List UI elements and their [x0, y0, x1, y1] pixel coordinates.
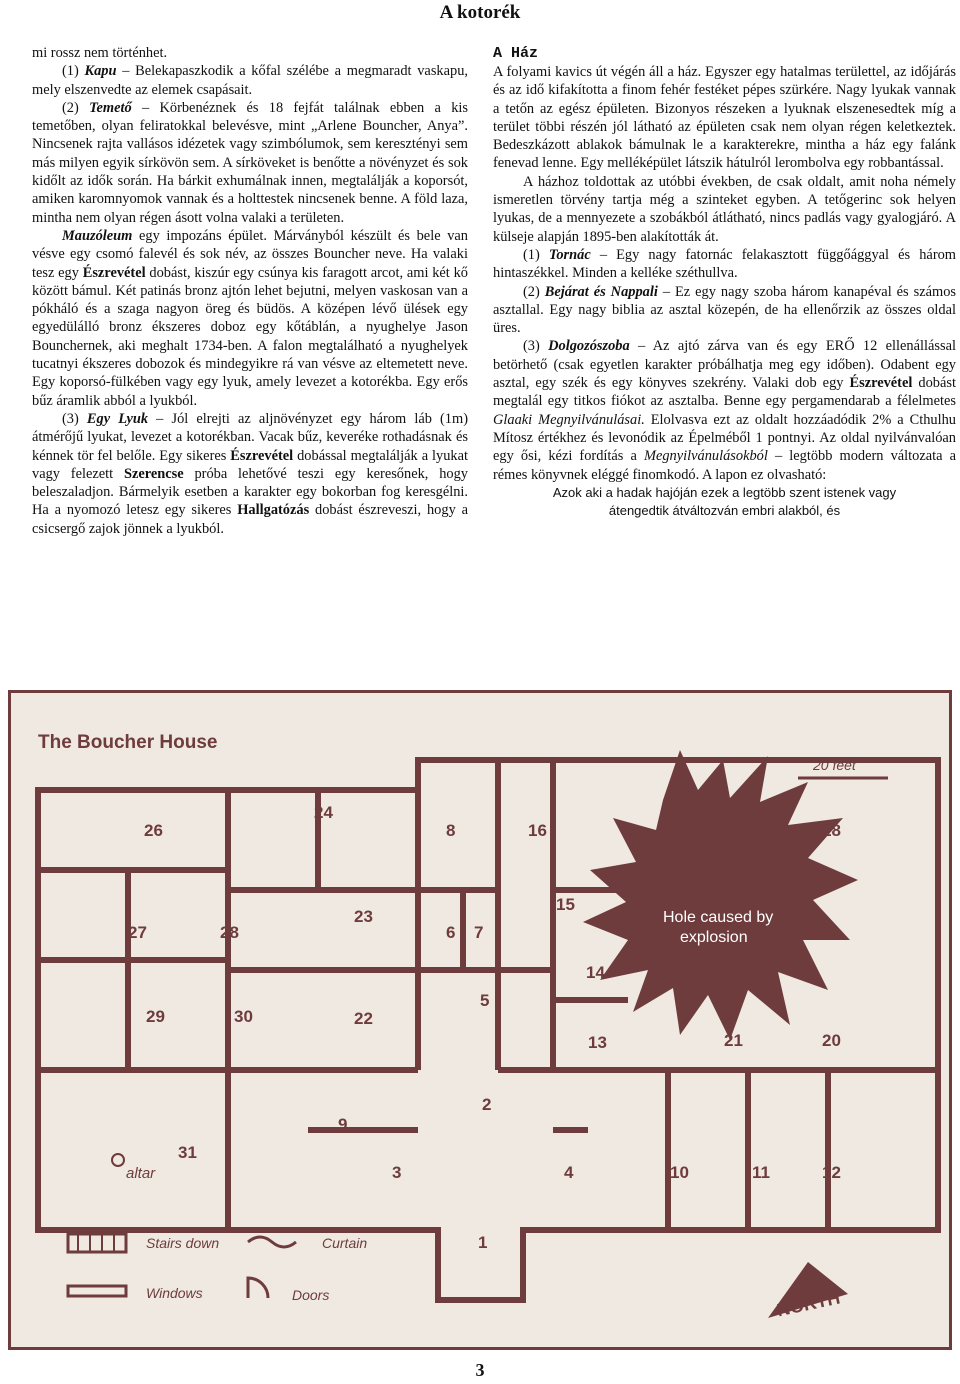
room-12: 12 — [822, 1163, 841, 1182]
legend-curtain-label: Curtain — [322, 1235, 368, 1251]
kapu-number: (1) — [62, 63, 79, 80]
room-5: 5 — [480, 991, 490, 1010]
tornac-title: Tornác — [548, 246, 591, 263]
bejarat-title: Bejárat és Nappali — [544, 283, 658, 300]
room-15: 15 — [556, 895, 575, 914]
room-30: 30 — [234, 1007, 253, 1026]
floor-plan-map — [8, 690, 952, 1350]
altar-label: altar — [126, 1165, 156, 1182]
room-6: 6 — [446, 923, 456, 942]
room-29: 29 — [146, 1007, 165, 1026]
room-11: 11 — [752, 1163, 770, 1182]
paragraph-haz-2: A házhoz toldottak az utóbbi években, de csak oldalt, amit noha némely ismeretlen törvény tartja még a szinteket egyben. A tetőgerinc sok helyen lyukas, de a mennyezete a szobákból átlátható, nincs padlás vagy gyalogjáró. A külseje alapján 1895-ben alakították át. — [493, 173, 956, 245]
lyuk-bold-1: Észrevétel — [230, 447, 294, 464]
room-2: 2 — [482, 1095, 492, 1114]
room-17: 17 — [714, 810, 733, 829]
lyuk-title: Egy Lyuk — [86, 410, 149, 427]
hole-label-2: explosion — [680, 929, 748, 946]
dolgozoszoba-text-1: – Az ajtó zárva van és egy ERŐ 12 ellenállással betörhető (csak egyetlen karakter próbálhatja meg egy időben). Odabent egy asztal, egy szék és egy könyves szekrény. Valaki dob egy — [493, 338, 956, 392]
lyuk-text-4: dobást észreveszi, hogy a csicsergő zajok jönnek a lyukból. — [32, 502, 468, 537]
room-23: 23 — [354, 907, 373, 926]
room-18: 18 — [822, 821, 841, 840]
mauzoleum-bold-1: Észrevétel — [82, 264, 146, 281]
page-number: 3 — [475, 1360, 485, 1380]
mauzoleum-text-1: egy impozáns épület. Márványból készült és bele van vésve egy csomó falevél és sok név, az összes Bouncher neve. Ha valaki tesz egy — [32, 227, 468, 281]
temeto-text: – Körbenéznek és 18 fejfát találnak ebben a kis temetőben, olyan feliratokkal belevésve, mint „Arlene Bouncher, Anya”. Nincsenek rajta vallásos idézetek vagy szimbólumok, sem keresztényi sem más milyen egyik sírkövön sem. A sírköveket is benőtte a növényzet és sok kidőlt az idők során. Ha bárkit exhumálnak innen, megtalálják a koporsót, amiken karomnyomok vannak és a holttestek nincsenek benne. A föld laza, mintha nem olyan régen ásott volna valaki a területen. — [32, 99, 468, 226]
quoted-passage: Azok aki a hadak hajóján ezek a legtöbb szent istenek vagy átengedtik átváltozván embri alakból, és — [552, 484, 897, 518]
room-20: 20 — [822, 1031, 841, 1050]
dolgozoszoba-italic-2: Megnyilvánulásokból — [643, 448, 768, 465]
paragraph-temeto — [32, 99, 468, 227]
dolgozoszoba-title: Dolgozószoba — [548, 338, 630, 355]
bejarat-number: (2) — [523, 283, 540, 300]
lyuk-text-3: próba lehetővé teszi egy keresőnek, hogy beleszaladjon. Bármelyik esetben a karakter egy bokorban fog keresgélni. Ha a nyomozó letesz egy sikeres — [32, 465, 468, 519]
tornac-number: (1) — [523, 246, 540, 263]
lyuk-bold-2: Szerencse — [123, 465, 184, 482]
room-21: 21 — [724, 1031, 743, 1050]
room-26: 26 — [144, 821, 163, 840]
room-16: 16 — [528, 821, 547, 840]
room-22: 22 — [354, 1009, 373, 1028]
paragraph-tornac — [493, 246, 956, 283]
dolgozoszoba-italic-1: Glaaki Megnyilvánulásai. — [493, 411, 645, 428]
legend-windows-label: Windows — [146, 1285, 203, 1301]
kapu-title: Kapu — [84, 63, 117, 80]
north-label: NORTH — [775, 1287, 842, 1321]
room-8: 8 — [446, 821, 456, 840]
paragraph-continuation: mi rossz nem történhet. — [32, 45, 168, 61]
paragraph-lyuk — [32, 410, 468, 538]
room-27: 27 — [128, 923, 147, 942]
map-title: The Boucher House — [38, 732, 218, 753]
lyuk-text-2: dobással megtalálják a lyukat vagy felezett — [32, 447, 468, 482]
lyuk-bold-3: Hallgatózás — [237, 502, 310, 519]
map-scale-label: 20 feet — [813, 757, 856, 773]
room-3: 3 — [392, 1163, 402, 1182]
section-heading-haz: A Ház — [493, 45, 539, 62]
room-31: 31 — [178, 1143, 197, 1162]
room-9: 9 — [338, 1115, 348, 1134]
dolgozoszoba-text-4: – legtöbb modern változata a rémes könyvnek eléggé finomkodó. A lapon ez olvasható: — [493, 448, 956, 483]
paragraph-haz-1: A folyami kavics út végén áll a ház. Egyszer egy hatalmas területtel, az időjárás és az idő kifakította a finom fehér festéket pépes szürkére. Nagy lyukak vannak a tetőn az egész épületen. Bizonyos részeken a lyuknak elszenesedtek míg a terület többi részén jól látható az épületen csak nem olyan régen keletkeztek. Bedeszkázott ablakok bámulnak le a karakterekre, mintha a ház egy falánk fenevad lenne. Egy melléképület látszik hátulról lerombolva egy robbantással. — [493, 64, 956, 172]
mauzoleum-title: Mauzóleum — [62, 227, 133, 244]
mauzoleum-text-2: dobást, kiszúr egy csúnya kis faragott arcot, ami két kő között bámul. Két patinás bronz ajtón lehet bejutni, melyen vaskosan van a pókháló és a szaga nagyon öreg és büdös. A középen lévő ülések egy egyedülálló bronz ékszeres doboz egy kőtáblán, a nyughelye Jason Bounchernek, aki meghalt 1734-ben. A falon megtalálható a nyughelyek tucatnyi ékszeres dobozok és mindegyikre rá van vésve az eltemetett neve. Egy koporsó-fülkében vagy egy lyuk, amely levezet a kotorékba. Egy erős bűz áramlik abból a lyukból. — [32, 264, 468, 409]
paragraph-mauzoleum — [32, 227, 468, 410]
legend-doors-label: Doors — [292, 1287, 330, 1303]
room-24: 24 — [314, 803, 333, 822]
lyuk-text-1: – Jól elrejti az aljnövényzet egy három láb (1m) átmérőjű lyukat, levezet a kotorékban. Vacak bűz, keveréke rothadásnak és kénnek tör fel belőle. Egy sikeres — [32, 410, 468, 464]
right-column — [493, 44, 956, 520]
dolgozoszoba-text-2: dobást megtalál egy titkos fiókot az asztalba. Benne egy pergamendarab a félelmetes — [493, 375, 956, 410]
left-column — [32, 44, 468, 538]
legend-stairs-label: Stairs down — [146, 1235, 220, 1251]
bejarat-text: – Ez egy nagy szoba három kanapéval és számos asztallal. Egy nagy biblia az asztal közepén, de ha ellenőrzik az összes oldal üres. — [493, 283, 956, 337]
room-4: 4 — [564, 1163, 574, 1182]
temeto-title: Temető — [89, 99, 132, 116]
room-1: 1 — [478, 1233, 488, 1252]
lyuk-number: (3) — [62, 410, 79, 427]
room-10: 10 — [670, 1163, 689, 1182]
dolgozoszoba-bold-1: Észrevétel — [849, 375, 913, 392]
dolgozoszoba-number: (3) — [523, 338, 540, 355]
room-14: 14 — [586, 963, 605, 982]
hole-label-1: Hole caused by — [663, 909, 774, 926]
dolgozoszoba-text-3: Elolvasva ezt az oldalt hozzáadódik 2% a Cthulhu Mítosz értékhez és levonódik az Épelméből 1 pontnyi. Az oldal nyilvánvalóan egy ősi, kézi fordítás a — [493, 411, 956, 465]
paragraph-dolgozoszoba — [493, 337, 956, 483]
paragraph-bejarat — [493, 283, 956, 338]
paragraph-kapu — [32, 62, 468, 99]
temeto-number: (2) — [62, 99, 79, 116]
running-head: A kotorék — [439, 2, 521, 23]
room-13: 13 — [588, 1033, 607, 1052]
room-7: 7 — [474, 923, 484, 942]
tornac-text: – Egy nagy fatornác felakasztott függőággyal és három hintaszékkel. Minden a kelléke széthullva. — [493, 246, 956, 282]
kapu-text: – Belekapaszkodik a kőfal szélébe a megmaradt vaskapu, mely elszenvedte az elemek csapásait. — [32, 63, 468, 98]
room-28: 28 — [220, 923, 239, 942]
